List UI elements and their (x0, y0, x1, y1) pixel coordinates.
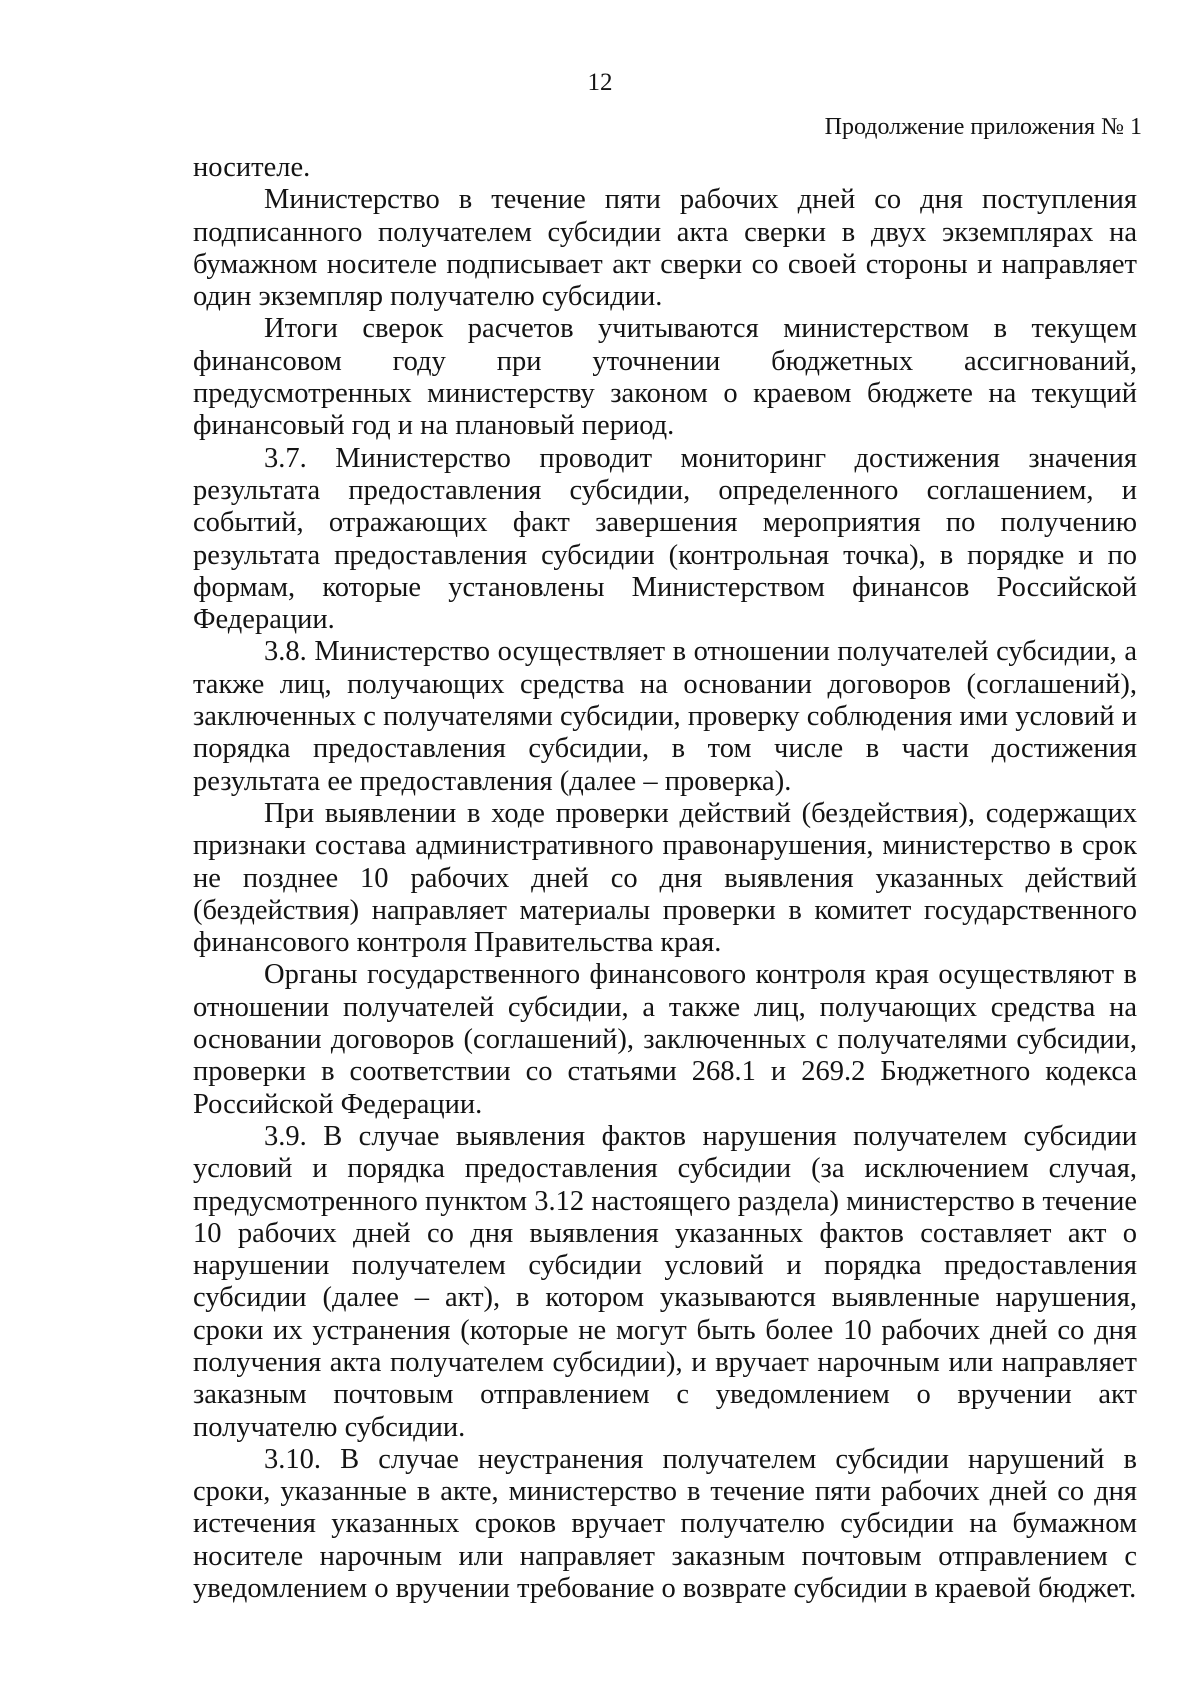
paragraph-reconciliation-act: Министерство в течение пяти рабочих дней со дня поступления подписанного получателем субсидии акта сверки в двух экземплярах на бумажном носителе подписывает акт сверки со своей стороны и направляет один экземпляр получателю субсидии. (193, 184, 1137, 313)
page-number: 12 (587, 69, 613, 96)
paragraph-reconciliation-results: Итоги сверок расчетов учитываются министерством в текущем финансовом году при уточнении бюджетных ассигнований, предусмотренных министерству законом о краевом бюджете на текущий финансовый год и на плановый период. (193, 313, 1137, 442)
paragraph-3-9-violation-act: 3.9. В случае выявления фактов нарушения получателем субсидии условий и порядка предоставления субсидии (за исключением случая, предусмотренного пунктом 3.12 настоящего раздела) министерство в течение 10 рабочих дней со дня выявления указанных фактов составляет акт о нарушении получателем субсидии условий и порядка предоставления субсидии (далее – акт), в котором указываются выявленные нарушения, сроки их устранения (которые не могут быть более 10 рабочих дней со дня получения акта получателем субсидии), и вручает нарочным или направляет заказным почтовым отправлением с уведомлением о вручении акт получателю субсидии. (193, 1120, 1137, 1443)
paragraph-carryover: носителе. (193, 152, 311, 183)
continuation-label: Продолжение приложения № 1 (824, 114, 1142, 140)
paragraph-3-7-monitoring: 3.7. Министерство проводит мониторинг достижения значения результата предоставления субсидии, определенного соглашением, и событий, отражающих факт завершения мероприятия по получению результата предоставления субсидии (контрольная точка), в порядке и по формам, которые установлены Министерством финансов Российской Федерации. (193, 442, 1137, 636)
paragraph-3-10-refund-demand: 3.10. В случае неустранения получателем субсидии нарушений в сроки, указанные в акте, министерство в течение пяти рабочих дней со дня истечения указанных сроков вручает получателю субсидии на бумажном носителе нарочным или направляет заказным почтовым отправлением с уведомлением о вручении требование о возврате субсидии в краевой бюджет. (193, 1443, 1137, 1605)
paragraph-administrative-violation: При выявлении в ходе проверки действий (бездействия), содержащих признаки состава административного правонарушения, министерство в срок не позднее 10 рабочих дней со дня выявления указанных действий (бездействия) направляет материалы проверки в комитет государственного финансового контроля Правительства края. (193, 797, 1137, 959)
document-body (193, 152, 1137, 1605)
paragraph-financial-control: Органы государственного финансового контроля края осуществляют в отношении получателей субсидии, а также лиц, получающих средства на основании договоров (соглашений), заключенных с получателями субсидии, проверки в соответствии со статьями 268.1 и 269.2 Бюджетного кодекса Российской Федерации. (193, 959, 1137, 1120)
paragraph-3-8-inspection: 3.8. Министерство осуществляет в отношении получателей субсидии, а также лиц, получающих средства на основании договоров (соглашений), заключенных с получателями субсидии, проверку соблюдения ими условий и порядка предоставления субсидии, в том числе в части достижения результата ее предоставления (далее – проверка). (193, 636, 1137, 797)
